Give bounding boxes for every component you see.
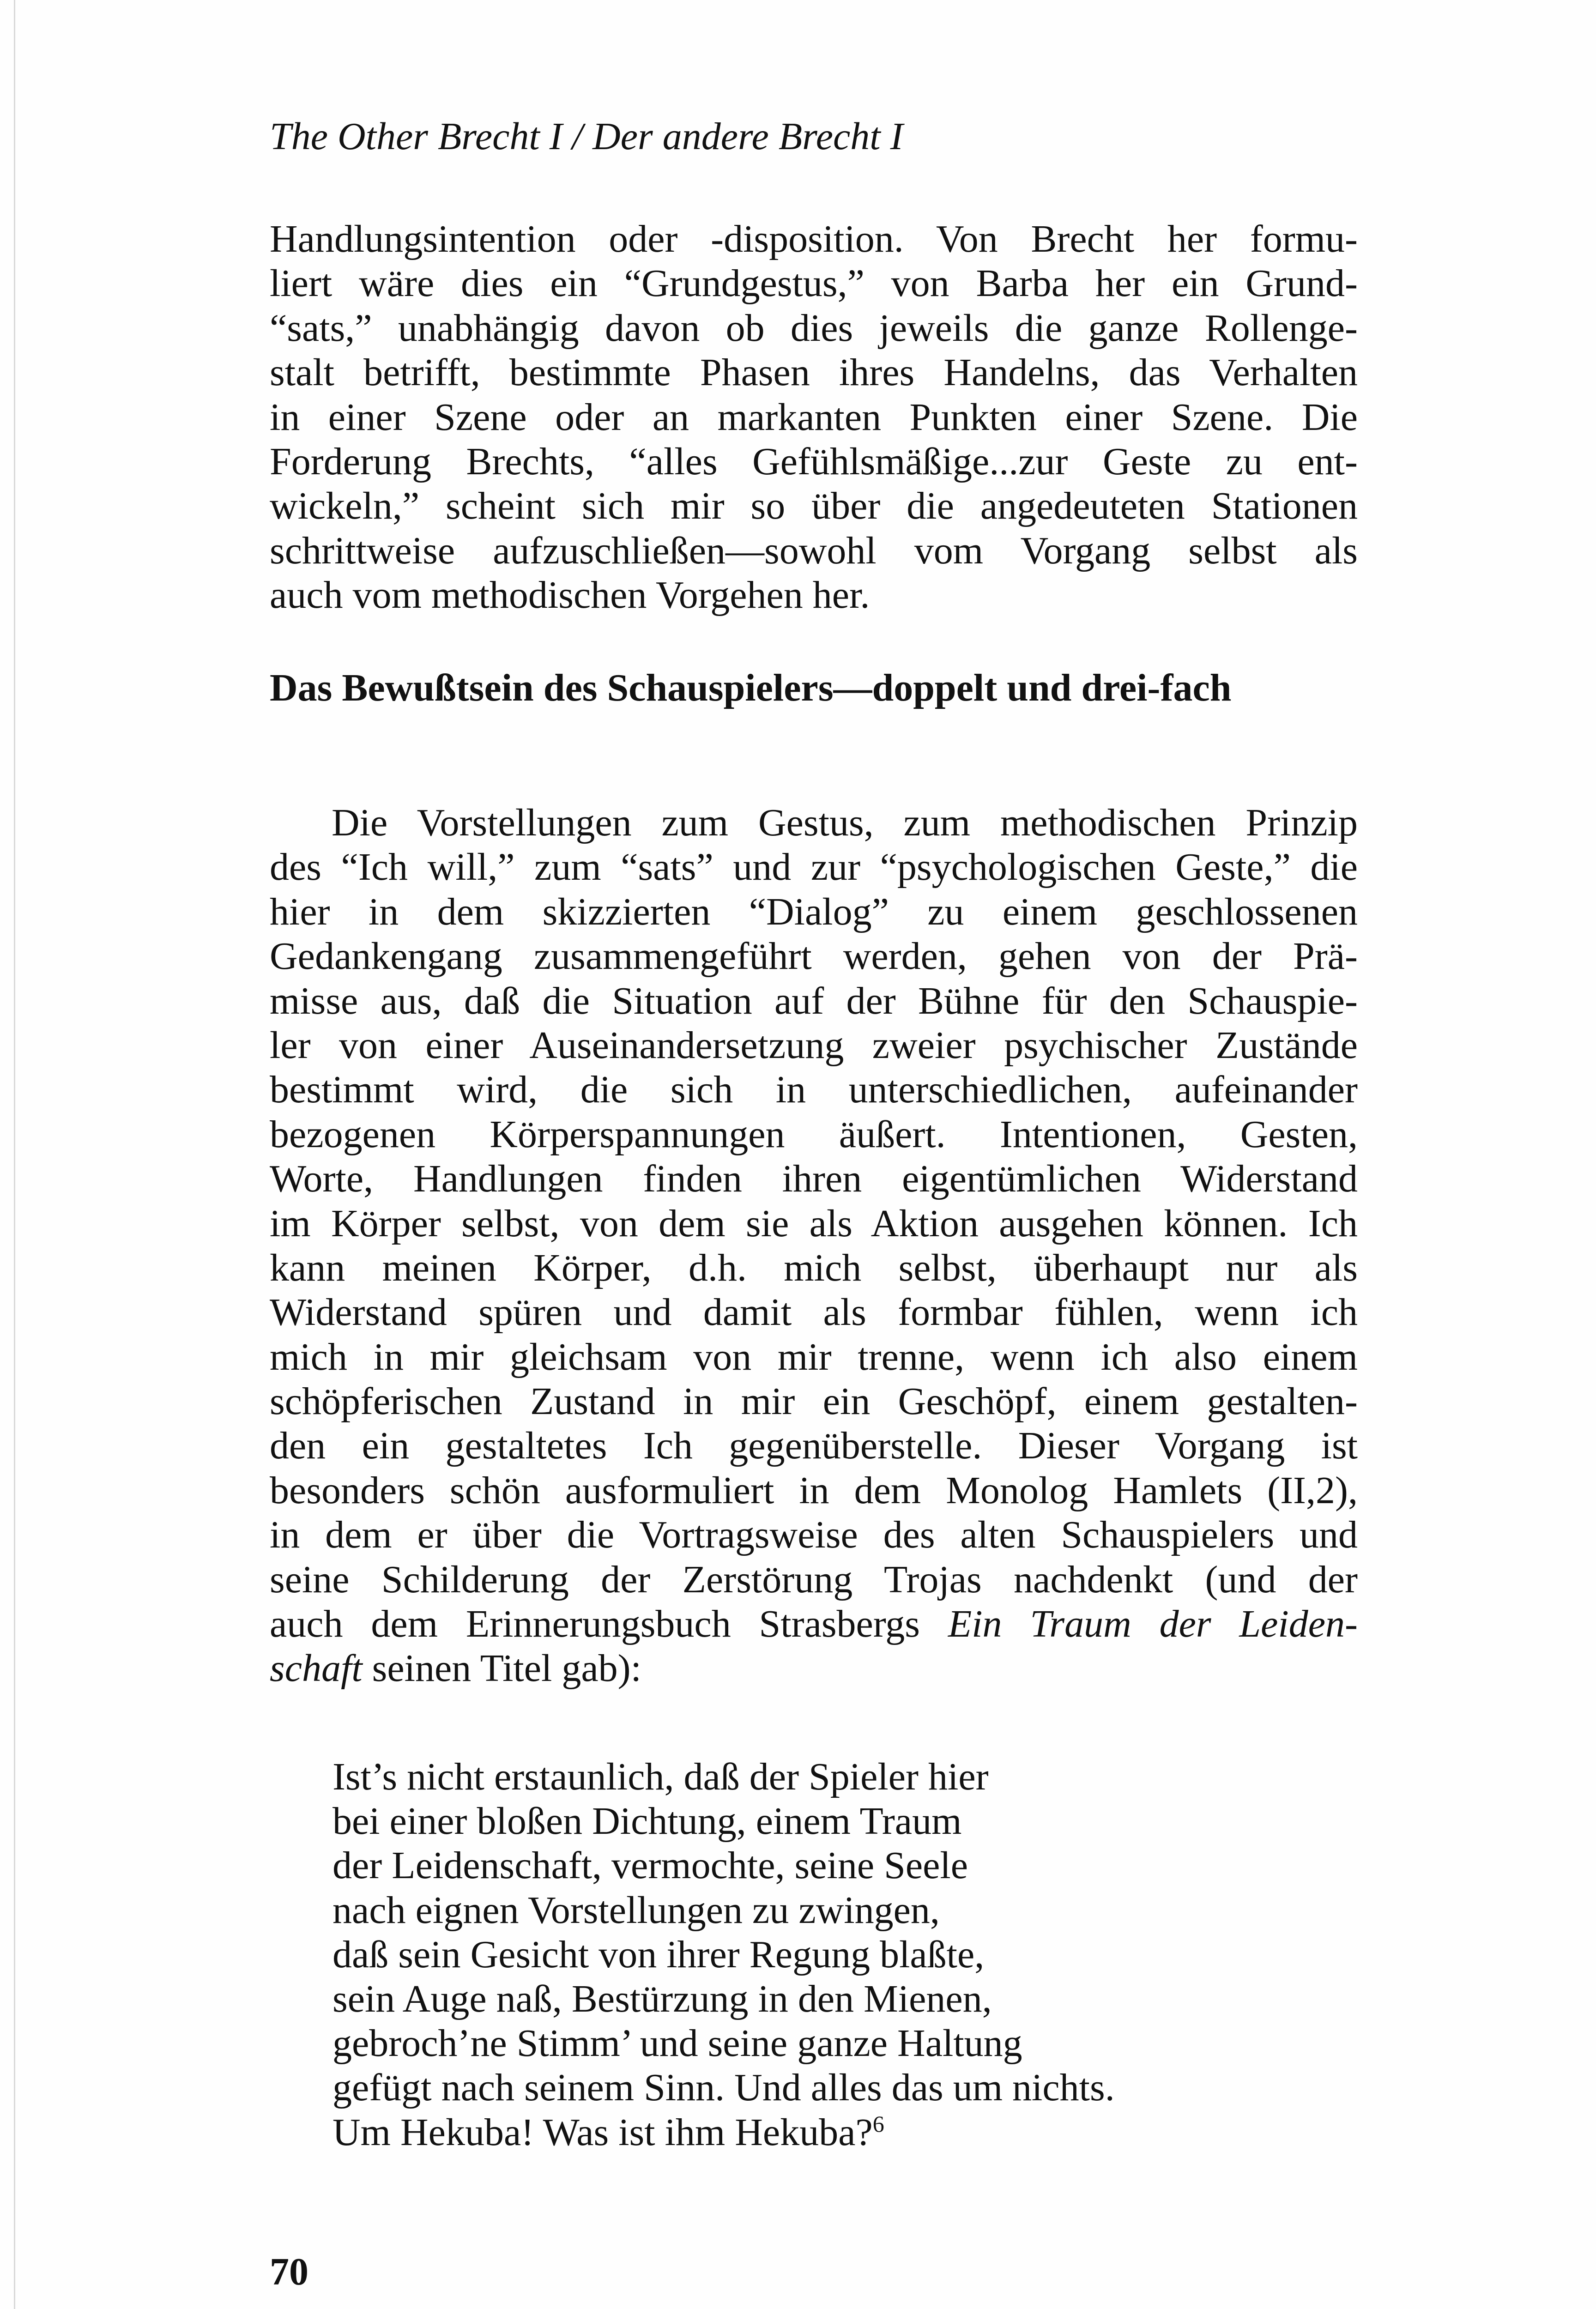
text-line: Gedankengang zusammengeführt werden, gehen von der Prä-: [270, 935, 1358, 978]
text-line: Forderung Brechts, “alles Gefühlsmäßige...zur Geste zu ent-: [270, 440, 1358, 483]
text-line: [270, 1602, 1358, 1646]
footnote-reference[interactable]: 6: [872, 2110, 884, 2137]
verse-line: bei einer bloßen Dichtung, einem Traum: [332, 1800, 962, 1843]
book-title-italic: Ein Traum der Leiden-: [948, 1602, 1358, 1646]
text-line: Handlungsintention oder -disposition. Von Brecht her formu-: [270, 218, 1358, 260]
book-title-italic: schaft: [270, 1647, 363, 1690]
text-line: [270, 1646, 1358, 1691]
page-number: 70: [270, 2250, 308, 2293]
paragraph-2: [270, 801, 1358, 1691]
verse-line: gebroch’ne Stimm’ und seine ganze Haltung: [332, 2022, 1022, 2065]
text-line: besonders schön ausformuliert in dem Monolog Hamlets (II,2),: [270, 1469, 1358, 1512]
verse-line: gefügt nach seinem Sinn. Und alles das um nichts.: [332, 2066, 1115, 2110]
text-line: bezogenen Körperspannungen äußert. Intentionen, Gesten,: [270, 1112, 1358, 1156]
text-line: seine Schilderung der Zerstörung Trojas nachdenkt (und der: [270, 1558, 1358, 1601]
text-line: “sats,” unabhängig davon ob dies jeweils die ganze Rollenge-: [270, 306, 1358, 350]
verse-line: daß sein Gesicht von ihrer Regung blaßte,: [332, 1933, 985, 1976]
text-line: mich in mir gleichsam von mir trenne, wenn ich also einem: [270, 1335, 1358, 1378]
verse-line: Ist’s nicht erstaunlich, daß der Spieler hier: [332, 1755, 989, 1798]
paragraph-1: [270, 217, 1358, 618]
text-line: den ein gestaltetes Ich gegenüberstelle. Dieser Vorgang ist: [270, 1424, 1358, 1468]
text-line: liert wäre dies ein “Grundgestus,” von Barba her ein Grund-: [270, 262, 1358, 305]
text-line: stalt betrifft, bestimmte Phasen ihres Handelns, das Verhalten: [270, 351, 1358, 394]
text-line: in einer Szene oder an markanten Punkten einer Szene. Die: [270, 395, 1358, 439]
text-run: seinen Titel gab):: [362, 1647, 641, 1690]
text-line: im Körper selbst, von dem sie als Aktion ausgehen können. Ich: [270, 1202, 1358, 1245]
text-line: misse aus, daß die Situation auf der Bühne für den Schauspie-: [270, 979, 1358, 1022]
text-line: hier in dem skizzierten “Dialog” zu einem geschlossenen: [270, 890, 1358, 933]
text-line: ler von einer Auseinandersetzung zweier psychischer Zustände: [270, 1023, 1358, 1067]
text-line: in dem er über die Vortragsweise des alten Schauspielers und: [270, 1513, 1358, 1557]
text-line: kann meinen Körper, d.h. mich selbst, überhaupt nur als: [270, 1246, 1358, 1289]
section-heading: Das Bewußtsein des Schauspielers—doppelt und drei-fach: [270, 666, 1232, 709]
text-line: wickeln,” scheint sich mir so über die angedeuteten Stationen: [270, 484, 1358, 528]
text-line: Die Vorstellungen zum Gestus, zum methodischen Prinzip: [332, 801, 1358, 844]
text-run: auch dem Erinnerungsbuch Strasbergs: [270, 1602, 948, 1646]
text-line: Worte, Handlungen finden ihren eigentümlichen Widerstand: [270, 1157, 1358, 1201]
text-run: Um Hekuba! Was ist ihm Hekuba?: [332, 2110, 873, 2154]
text-line: bestimmt wird, die sich in unterschiedlichen, aufeinander: [270, 1068, 1358, 1112]
text-line: schöpferischen Zustand in mir ein Geschöpf, einem gestalten-: [270, 1380, 1358, 1423]
scan-margin-line: [14, 0, 15, 2309]
verse-line: nach eignen Vorstellungen zu zwingen,: [332, 1888, 940, 1932]
verse-line: sein Auge naß, Bestürzung in den Mienen,: [332, 1977, 992, 2020]
text-line: auch vom methodischen Vorgehen her.: [270, 574, 870, 617]
verse-quotation: [332, 1755, 1115, 2155]
text-line: schrittweise aufzuschließen—sowohl vom Vorgang selbst als: [270, 529, 1358, 572]
verse-line: der Leidenschaft, vermochte, seine Seele: [332, 1844, 968, 1887]
text-line: Widerstand spüren und damit als formbar fühlen, wenn ich: [270, 1291, 1358, 1334]
text-line: des “Ich will,” zum “sats” und zur “psychologischen Geste,” die: [270, 846, 1358, 889]
running-head: The Other Brecht I / Der andere Brecht I: [270, 115, 903, 158]
verse-line: [332, 2110, 1115, 2155]
